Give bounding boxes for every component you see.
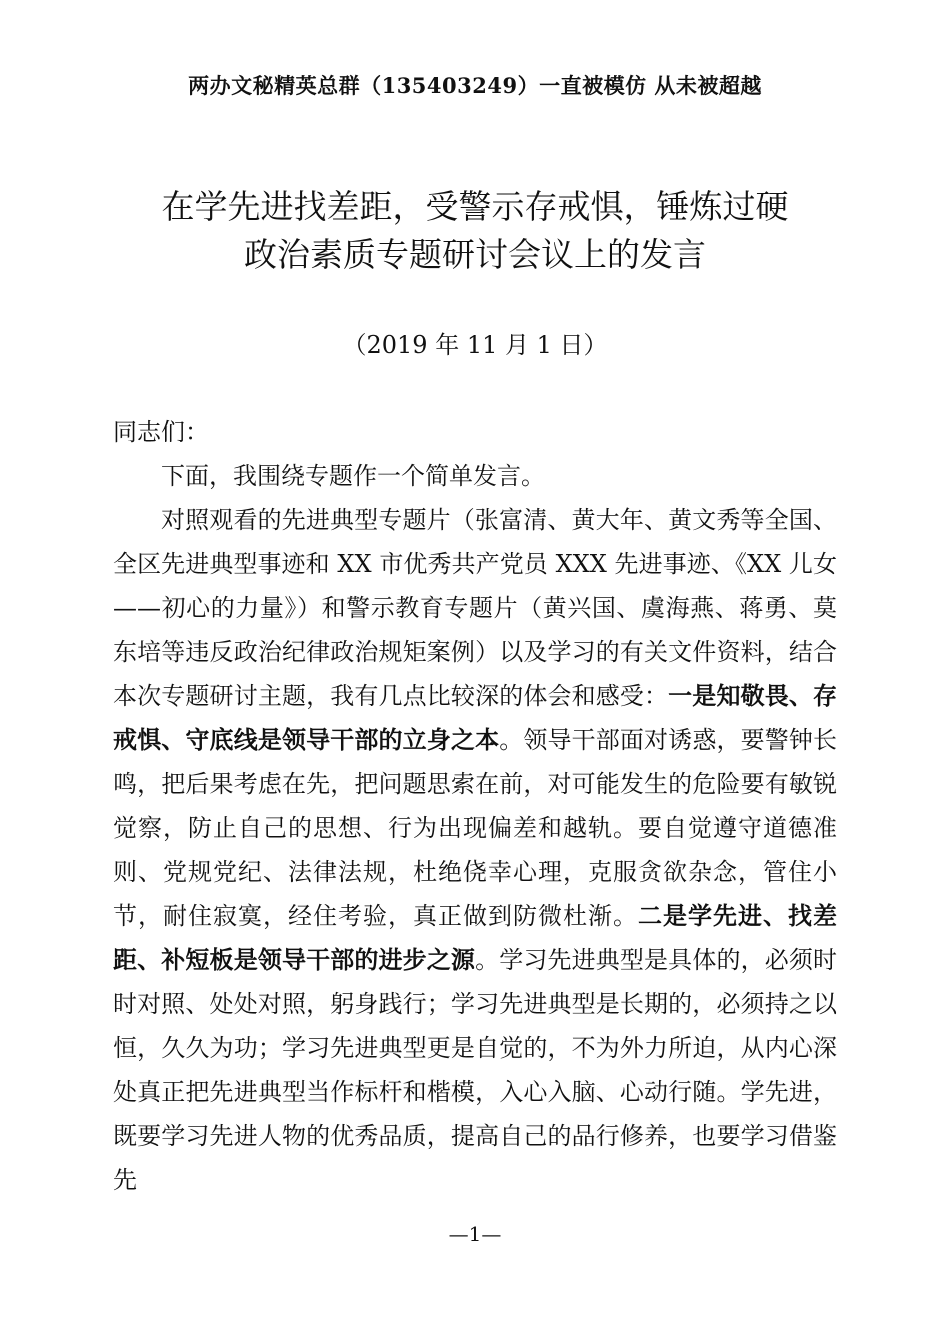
paragraph-text-1: 对照观看的先进典型专题片（张富清、黄大年、黄文秀等全国、全区先进典型事迹和 XX 市优秀共产党员 XXX 先进事迹、《XX 儿女——初心的力量》）和警示教育专题片（黄兴国、虞海燕、蒋勇、莫东培等违反政治纪律政治规矩案例）以及学习的有关文件资料，结合本次专题研讨主题，我有几点比较深的体会和感受： <box>113 506 837 710</box>
key-point-2: 二是学先进、找差距、补短板是领导干部的进步之源 <box>113 901 837 974</box>
title-line-2: 政治素质专题研讨会议上的发言 <box>244 235 706 274</box>
document-body <box>113 410 837 1202</box>
paragraph-main <box>113 498 837 1202</box>
document-date: （2019 年 11 月 1 日） <box>342 331 608 359</box>
key-point-1: 一是知敬畏、存戒惧、守底线是领导干部的立身之本 <box>113 681 837 754</box>
salutation: 同志们： <box>113 418 209 446</box>
paragraph-intro: 下面，我围绕专题作一个简单发言。 <box>161 462 545 490</box>
paragraph-text-3: 。学习先进典型是具体的，必须时时对照、处处对照，躬身践行；学习先进典型是长期的，必须持之以恒，久久为功；学习先进典型更是自觉的，不为外力所迫，从内心深处真正把先进典型当作标杆和楷模，入心入脑、心动行随。学先进，既要学习先进人物的优秀品质，提高自己的品行修养，也要学习借鉴先 <box>113 946 838 1194</box>
paragraph-text-2: 。领导干部面对诱惑，要警钟长鸣，把后果考虑在先，把问题思索在前，对可能发生的危险要有敏锐觉察，防止自己的思想、行为出现偏差和越轨。要自觉遵守道德准则、党规党纪、法律法规，杜绝侥幸心理，克服贪欲杂念，管住小节，耐住寂寞，经住考验，真正做到防微杜渐。 <box>113 726 838 930</box>
document-header: 两办文秘精英总群（135403249）一直被模仿 从未被超越 <box>188 73 762 98</box>
page-number: —1— <box>448 1222 502 1246</box>
title-line-1: 在学先进找差距，受警示存戒惧，锤炼过硬 <box>161 187 789 226</box>
document-title <box>100 183 850 279</box>
